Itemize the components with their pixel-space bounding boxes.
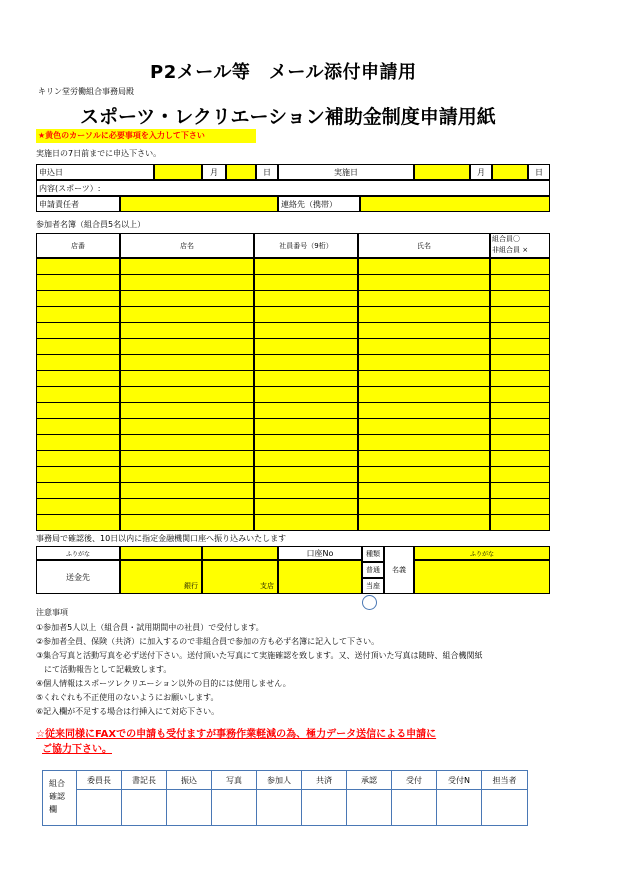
store-name-input[interactable]: [120, 418, 254, 435]
fax-notice-line-2: ご協力下さい。: [42, 744, 112, 755]
page-title: スポーツ・レクリエーション補助金制度申請用紙: [80, 106, 496, 128]
approval-header: 書記長: [122, 771, 166, 790]
member-status-input[interactable]: [490, 450, 550, 467]
yellow-note: ★黄色のカーソルに必要事項を入力して下さい: [36, 129, 256, 143]
approval-label-2: 確認: [49, 792, 65, 801]
store-no-input[interactable]: [36, 434, 120, 451]
deadline-note: 実施日の7日前までに申込下さい。: [36, 149, 162, 158]
event-date-label: 実施日: [278, 164, 414, 180]
store-no-input[interactable]: [36, 514, 120, 531]
store-no-input[interactable]: [36, 338, 120, 355]
furigana-label: ふりがな: [36, 546, 120, 560]
member-status-input[interactable]: [490, 514, 550, 531]
name-input[interactable]: [358, 466, 490, 483]
employee-no-input[interactable]: [254, 466, 358, 483]
fax-notice: [36, 727, 436, 757]
store-no-input[interactable]: [36, 466, 120, 483]
event-day-input[interactable]: [492, 164, 528, 180]
holder-label: 名義: [384, 546, 414, 594]
approval-header: 委員長: [77, 771, 121, 790]
employee-no-input[interactable]: [254, 290, 358, 307]
col-employee-no: 社員番号（9桁）: [254, 233, 358, 258]
name-input[interactable]: [358, 434, 490, 451]
name-input[interactable]: [358, 386, 490, 403]
employee-no-input[interactable]: [254, 306, 358, 323]
store-name-input[interactable]: [120, 482, 254, 499]
store-name-input[interactable]: [120, 386, 254, 403]
store-name-input[interactable]: [120, 434, 254, 451]
member-status-input[interactable]: [490, 258, 550, 275]
event-month-input[interactable]: [414, 164, 470, 180]
member-status-input[interactable]: [490, 466, 550, 483]
contact-input[interactable]: [360, 196, 550, 212]
member-status-input[interactable]: [490, 354, 550, 371]
note-item: ⑥記入欄が不足する場合は行挿入にて対応下さい。: [36, 707, 220, 716]
basic-info-table: [36, 164, 550, 212]
name-input[interactable]: [358, 402, 490, 419]
name-input[interactable]: [358, 370, 490, 387]
store-no-input[interactable]: [36, 290, 120, 307]
note-item: ⑤くれぐれも不正使用のないようにお願いします。: [36, 693, 219, 702]
employee-no-input[interactable]: [254, 514, 358, 531]
employee-no-input[interactable]: [254, 354, 358, 371]
participants-caption: 参加者名簿（組合員5名以上）: [36, 220, 146, 229]
employee-no-input[interactable]: [254, 274, 358, 291]
name-input[interactable]: [358, 338, 490, 355]
holder-furigana-input[interactable]: ふりがな: [414, 546, 550, 560]
approval-header: 承認: [347, 771, 391, 790]
approval-cell[interactable]: [167, 771, 212, 825]
bank-furigana-input[interactable]: [120, 546, 202, 560]
name-input[interactable]: [358, 258, 490, 275]
approval-header: 振込: [167, 771, 211, 790]
account-no-input[interactable]: [278, 560, 362, 594]
approval-cell[interactable]: [482, 771, 527, 825]
employee-no-input[interactable]: [254, 402, 358, 419]
employee-no-input[interactable]: [254, 482, 358, 499]
store-name-input[interactable]: [120, 338, 254, 355]
store-no-input[interactable]: [36, 274, 120, 291]
name-input[interactable]: [358, 274, 490, 291]
col-store-name: 店名: [120, 233, 254, 258]
employee-no-input[interactable]: [254, 386, 358, 403]
selection-circle-icon[interactable]: [362, 595, 377, 610]
approval-cell[interactable]: [392, 771, 437, 825]
store-name-input[interactable]: [120, 370, 254, 387]
store-name-input[interactable]: [120, 258, 254, 275]
fax-notice-line-1: ☆従来同様にFAXでの申請も受付ますが事務作業軽減の為、極力データ送信による申請に: [36, 729, 437, 740]
store-no-input[interactable]: [36, 418, 120, 435]
name-input[interactable]: [358, 306, 490, 323]
store-no-input[interactable]: [36, 498, 120, 515]
member-status-input[interactable]: [490, 498, 550, 515]
approval-cell[interactable]: [302, 771, 347, 825]
employee-no-input[interactable]: [254, 418, 358, 435]
store-no-input[interactable]: [36, 306, 120, 323]
contact-label: 連絡先（携帯）: [278, 196, 360, 212]
responsible-input[interactable]: [120, 196, 278, 212]
store-no-input[interactable]: [36, 402, 120, 419]
col-name: 氏名: [358, 233, 490, 258]
note-item: ④個人情報はスポーツレクリエーション以外の目的には使用しません。: [36, 679, 291, 688]
store-no-input[interactable]: [36, 450, 120, 467]
approval-label: [43, 771, 77, 825]
event-month-label: 月: [470, 164, 492, 180]
member-status-input[interactable]: [490, 482, 550, 499]
form-type-title: P2メール等 メール添付申請用: [150, 62, 417, 83]
name-input[interactable]: [358, 418, 490, 435]
employee-no-input[interactable]: [254, 370, 358, 387]
store-name-input[interactable]: [120, 450, 254, 467]
store-no-input[interactable]: [36, 370, 120, 387]
apply-month-input[interactable]: [154, 164, 202, 180]
kind-label: 種類: [362, 546, 384, 562]
approval-cell[interactable]: [122, 771, 167, 825]
approval-header: 参加人: [257, 771, 301, 790]
store-name-input[interactable]: [120, 306, 254, 323]
branch-furigana-input[interactable]: [202, 546, 278, 560]
store-name-input[interactable]: [120, 402, 254, 419]
store-no-input[interactable]: [36, 386, 120, 403]
store-name-input[interactable]: [120, 354, 254, 371]
member-status-input[interactable]: [490, 306, 550, 323]
approval-label-1: 組合: [49, 779, 65, 788]
transfer-caption: 事務局で確認後、10日以内に指定金融機関口座へ振り込みいたします: [36, 534, 287, 543]
member-status-input[interactable]: [490, 386, 550, 403]
approval-header: 担当者: [482, 771, 527, 790]
approval-cell[interactable]: [77, 771, 122, 825]
member-status-input[interactable]: [490, 338, 550, 355]
member-header-2: 非組合員 ×: [492, 246, 529, 254]
name-input[interactable]: [358, 354, 490, 371]
apply-day-input[interactable]: [226, 164, 256, 180]
account-no-label: 口座No: [278, 546, 362, 560]
employee-no-input[interactable]: [254, 450, 358, 467]
employee-no-input[interactable]: [254, 434, 358, 451]
note-item: ③集合写真と活動写真を必ず送付下さい。送付頂いた写真にて実施確認を致します。又、送付頂いた写真は随時、組合機関紙: [36, 651, 483, 660]
store-name-input[interactable]: [120, 498, 254, 515]
store-name-input[interactable]: [120, 514, 254, 531]
apply-month-label: 月: [202, 164, 226, 180]
store-name-input[interactable]: [120, 290, 254, 307]
member-status-input[interactable]: [490, 290, 550, 307]
apply-day-label: 日: [256, 164, 278, 180]
employee-no-input[interactable]: [254, 258, 358, 275]
member-status-input[interactable]: [490, 370, 550, 387]
recipient-label: 送金先: [36, 560, 120, 594]
store-no-input[interactable]: [36, 258, 120, 275]
name-input[interactable]: [358, 514, 490, 531]
approval-cell[interactable]: [257, 771, 302, 825]
participants-table: [36, 233, 550, 530]
store-no-input[interactable]: [36, 482, 120, 499]
event-day-label: 日: [528, 164, 550, 180]
approval-label-3: 欄: [49, 805, 57, 814]
member-status-input[interactable]: [490, 322, 550, 339]
col-store-no: 店番: [36, 233, 120, 258]
store-name-input[interactable]: [120, 322, 254, 339]
store-no-input[interactable]: [36, 354, 120, 371]
member-status-input[interactable]: [490, 418, 550, 435]
transfer-table: [36, 546, 550, 594]
name-input[interactable]: [358, 498, 490, 515]
holder-name-input[interactable]: [414, 560, 550, 594]
store-no-input[interactable]: [36, 322, 120, 339]
content-field[interactable]: 内容(スポーツ）:: [36, 180, 550, 196]
approval-header: 共済: [302, 771, 346, 790]
member-status-input[interactable]: [490, 402, 550, 419]
name-input[interactable]: [358, 322, 490, 339]
name-input[interactable]: [358, 450, 490, 467]
store-name-input[interactable]: [120, 466, 254, 483]
responsible-label: 申請責任者: [36, 196, 120, 212]
approval-header: 写真: [212, 771, 256, 790]
approval-cell[interactable]: [212, 771, 257, 825]
approval-header: 受付N: [437, 771, 481, 790]
approval-cell[interactable]: [347, 771, 392, 825]
note-item: にて活動報告として記載致します。: [36, 665, 172, 674]
member-header-1: 組合員〇: [492, 235, 520, 243]
addressee: キリン堂労働組合事務局殿: [38, 87, 134, 96]
employee-no-input[interactable]: [254, 338, 358, 355]
name-input[interactable]: [358, 482, 490, 499]
branch-suffix: 支店: [260, 582, 274, 590]
member-status-input[interactable]: [490, 274, 550, 291]
member-status-input[interactable]: [490, 434, 550, 451]
current-option[interactable]: 当座: [362, 578, 384, 594]
apply-date-label: 申込日: [36, 164, 154, 180]
notes-list: [36, 621, 483, 719]
notes-heading: 注意事項: [36, 608, 68, 617]
bank-suffix: 銀行: [184, 582, 198, 590]
approval-header: 受付: [392, 771, 436, 790]
employee-no-input[interactable]: [254, 498, 358, 515]
note-item: ②参加者全員、保険（共済）に加入するので非組合員で参加の方も必ず名簿に記入して下さい。: [36, 637, 380, 646]
approval-table: [42, 770, 528, 826]
col-member: [490, 233, 550, 258]
store-name-input[interactable]: [120, 274, 254, 291]
regular-option[interactable]: 普通: [362, 562, 384, 578]
note-item: ①参加者5人以上（組合員・試用期間中の社員）で受付します。: [36, 623, 264, 632]
employee-no-input[interactable]: [254, 322, 358, 339]
approval-cell[interactable]: [437, 771, 482, 825]
name-input[interactable]: [358, 290, 490, 307]
